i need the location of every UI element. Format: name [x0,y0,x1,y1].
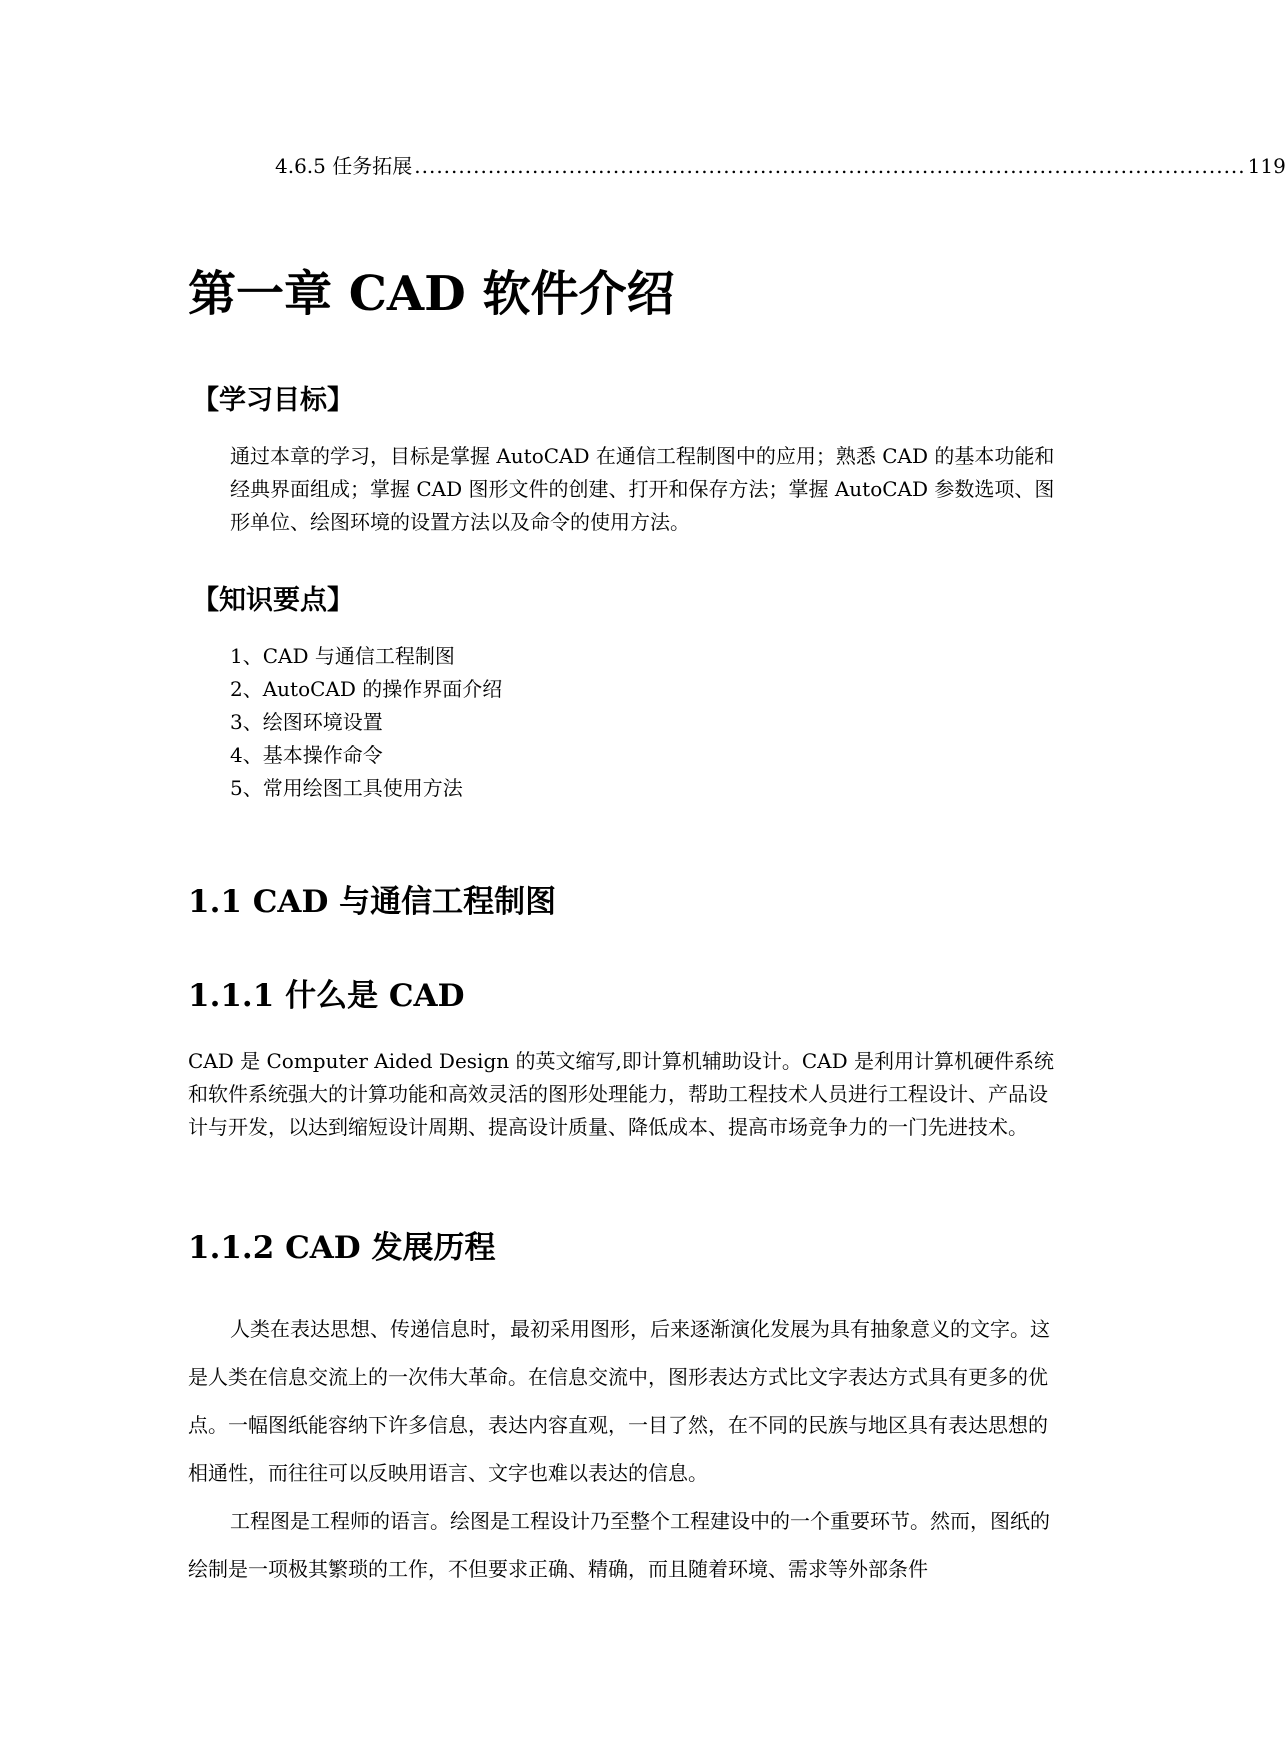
key-point-item: 1、CAD 与通信工程制图 [230,644,455,668]
key-points-heading: 【知识要点】 [192,585,354,616]
section-1-1-2-title: 1.1.2 CAD 发展历程 [188,1230,496,1266]
toc-page-number: 119 [1247,154,1286,178]
toc-entry-text: 4.6.5 任务拓展 [275,154,413,178]
key-point-item: 5、常用绘图工具使用方法 [230,776,463,800]
history-paragraph-2: 工程图是工程师的语言。绘图是工程设计乃至整个工程建设中的一个重要环节。然而，图纸的绘制是一项极其繁琐的工作，不但要求正确、精确，而且随着环境、需求等外部条件 [188,1509,1050,1581]
key-point-item: 3、绘图环境设置 [230,710,383,734]
history-body [188,1305,1060,1593]
cad-definition-paragraph: CAD 是 Computer Aided Design 的英文缩写,即计算机辅助设计。CAD 是利用计算机硬件系统和软件系统强大的计算功能和高效灵活的图形处理能力，帮助工程技术人员进行工程设计、产品设计与开发，以达到缩短设计周期、提高设计质量、降低成本、提高市场竞争力的一门先进技术。 [188,1049,1054,1139]
section-1-1-1-title: 1.1.1 什么是 CAD [188,978,465,1014]
toc-leader-dots: ................................................................................................................. [414,154,1246,178]
section-1-1-title: 1.1 CAD 与通信工程制图 [188,884,557,920]
history-paragraph-1: 人类在表达思想、传递信息时，最初采用图形，后来逐渐演化发展为具有抽象意义的文字。这是人类在信息交流上的一次伟大革命。在信息交流中，图形表达方式比文字表达方式具有更多的优点。一幅图纸能容纳下许多信息，表达内容直观，一目了然，在不同的民族与地区具有表达思想的相通性，而往往可以反映用语言、文字也难以表达的信息。 [188,1317,1050,1485]
toc-entry[interactable] [275,150,1286,180]
learning-objectives-heading: 【学习目标】 [192,385,354,416]
key-point-item: 4、基本操作命令 [230,743,383,767]
learning-objectives-text: 通过本章的学习，目标是掌握 AutoCAD 在通信工程制图中的应用；熟悉 CAD 的基本功能和经典界面组成；掌握 CAD 图形文件的创建、打开和保存方法；掌握 AutoCAD 参数选项、图形单位、绘图环境的设置方法以及命令的使用方法。 [230,444,1055,534]
key-points-list [230,640,502,805]
key-point-item: 2、AutoCAD 的操作界面介绍 [230,677,503,701]
chapter-title: 第一章 CAD 软件介绍 [188,266,675,322]
